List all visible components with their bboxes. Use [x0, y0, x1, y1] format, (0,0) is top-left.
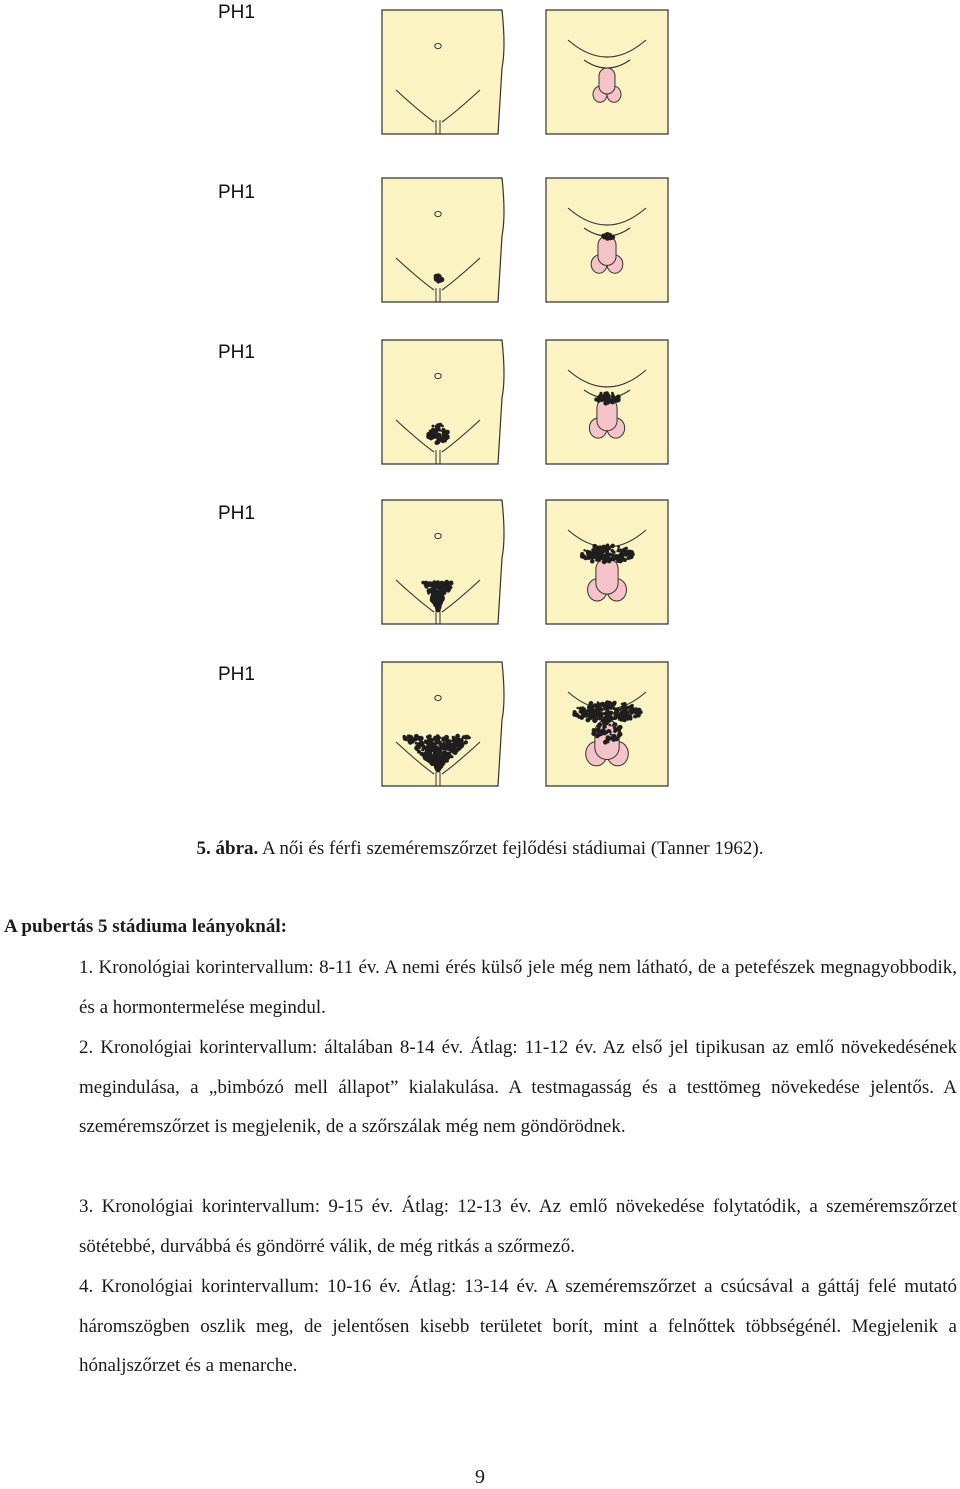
stage-label-4: PH1 — [218, 503, 255, 524]
male-stage-3-figure — [540, 338, 676, 466]
female-torso — [382, 178, 504, 302]
male-stage-2-figure — [540, 176, 676, 304]
female-torso — [382, 340, 504, 464]
figure-caption — [0, 838, 960, 860]
female-stage-2-figure — [376, 176, 512, 304]
stage-label-5: PH1 — [218, 664, 255, 685]
female-stage-1-figure — [376, 8, 512, 136]
female-stage-4-figure — [376, 498, 512, 626]
caption-text: A női és férfi szeméremszőrzet fejlődési stádiumai (Tanner 1962). — [258, 838, 764, 859]
male-stage-4-figure — [540, 498, 676, 626]
female-torso — [382, 10, 504, 134]
female-stage-3-figure — [376, 338, 512, 466]
penis — [596, 558, 618, 594]
list-item-1: 1. Kronológiai korintervallum: 8-11 év. A nemi érés külső jele még nem látható, de a petefészek megnagyobbodik, és a hormontermelése megindul. — [79, 957, 957, 1018]
caption-label: 5. ábra. — [196, 838, 259, 859]
stage-label-3: PH1 — [218, 342, 255, 363]
section-heading: A pubertás 5 stádiuma leányoknál: — [4, 916, 287, 937]
list-item-2: 2. Kronológiai korintervallum: általában 8-14 év. Átlag: 11-12 év. Az első jel tipikusan az emlő növekedésének megindulása, a „bimbózó mell állapot” kialakulása. A testmagasság és a testtömeg növekedése jelentős. A szeméremszőrzet is megjelenik, de a szőrszálak még nem göndörödnek. — [79, 1037, 957, 1138]
list-item-4: 4. Kronológiai korintervallum: 10-16 év. Átlag: 13-14 év. A szeméremszőrzet a csúcsával a gáttáj felé mutató háromszögben oszlik meg, de jelentősen kisebb területet borít, mint a felnőttek többségénél. Megjelenik a hónaljszőrzet és a menarche. — [79, 1276, 957, 1377]
list-item-3: 3. Kronológiai korintervallum: 9-15 év. Átlag: 12-13 év. Az emlő növekedése folytatódik, a szeméremszőrzet sötétebbé, durvábbá és göndörré válik, de még ritkás a szőrmező. — [79, 1196, 957, 1257]
stage-label-2: PH1 — [218, 182, 255, 203]
male-stage-1-figure — [540, 8, 676, 136]
page-number: 9 — [475, 1466, 485, 1488]
female-stage-5-figure — [376, 660, 512, 788]
penis — [599, 68, 615, 94]
female-torso — [382, 500, 504, 624]
stage-label-1: PH1 — [218, 2, 255, 23]
male-stage-5-figure — [540, 660, 676, 788]
